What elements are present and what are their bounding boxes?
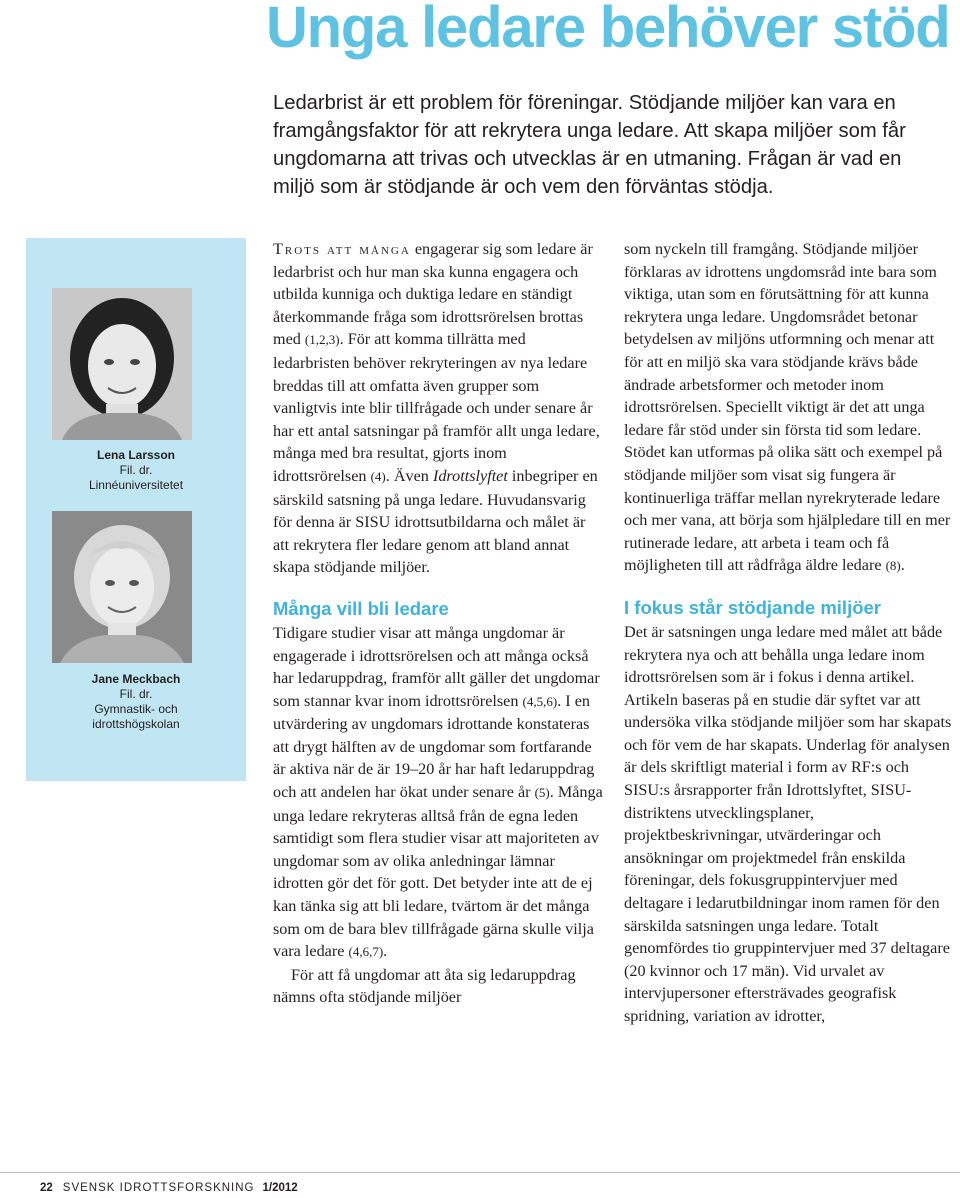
issue-number: 1/2012 — [262, 1182, 298, 1194]
author-sidebar — [26, 238, 246, 781]
body-column-2 — [624, 238, 954, 1028]
author-degree: Fil. dr. — [119, 463, 153, 477]
author-affiliation-line2: idrottshögskolan — [92, 717, 180, 731]
article-title: Unga ledare behöver stöd — [266, 0, 950, 60]
paragraph — [273, 622, 603, 964]
footer-divider — [0, 1172, 960, 1173]
author-name: Jane Meckbach — [91, 672, 181, 686]
reference: (4,5,6) — [522, 693, 558, 709]
text-run: . I en utvärdering av ungdomars idrottande konstateras att drygt hälften av de ungdomar som fortfarande är aktiva när de är 19–20 år har haft ledaruppdrag och att andelen har ökat under senare år — [273, 691, 595, 802]
body-column-1 — [273, 238, 603, 1009]
author-caption-jane — [26, 672, 246, 732]
section-heading: I fokus står stödjande miljöer — [624, 596, 882, 618]
article-lead: Ledarbrist är ett problem för föreningar. Stödjande miljöer kan vara en framgångsfaktor för att rekrytera unga ledare. Att skapa miljöer som får ungdomarna att trivas och utvecklas är en utmaning. Frågan är vad en miljö som är stödjande är och vem den förväntas stödja. — [273, 92, 906, 198]
page-footer — [40, 1182, 298, 1194]
reference: (5) — [534, 785, 550, 801]
paragraph: För att få ungdomar att åta sig ledaruppdrag nämns ofta stödjande miljöer — [273, 965, 576, 1007]
reference: (4,6,7) — [348, 944, 384, 960]
author-photo-jane — [52, 511, 192, 663]
drop-lead: Trots att många — [273, 240, 411, 258]
paragraph — [624, 238, 954, 578]
paragraph: Det är satsningen unga ledare med målet att både rekrytera nya och att behålla unga ledare inom idrottsrörelsen som är i fokus i denna artikel. Artikeln baseras på en studie där syftet var att undersöka vilka stödjande miljöer som har skapats och för vem de har skapats. Underlag för analysen är dels skriftligt material i form av RF:s och SISU:s årsrapporter från Idrottslyftet, SISU-distriktens utvecklingsplaner, projektbeskrivningar, utvärderingar och ansökningar om projektmedel från enskilda föreningar, dels fokusgruppintervjuer med deltagare i ledarutbildningar inom ramen för den särskilda satsningen unga ledare. Totalt genomfördes tio gruppintervjuer med 37 deltagare (20 kvinnor och 17 män). Vid urvalet av intervjupersoner eftersträvades geografisk spridning, variation av idrotter, — [624, 622, 952, 1025]
author-caption-lena — [26, 448, 246, 493]
italic-term: Idrottslyftet — [432, 466, 508, 485]
paragraph — [273, 238, 603, 579]
author-name: Lena Larsson — [96, 448, 176, 462]
section-heading: Många vill bli ledare — [273, 597, 449, 619]
text-run: engagerar sig som ledare är ledarbrist och hur man ska kunna engagera och utbilda kunniga och duktiga ledare en ständigt återkommande fråga som idrottsrörelsen brottas med — [273, 240, 593, 349]
author-degree: Fil. dr. — [119, 687, 153, 701]
text-run: som nyckeln till framgång. Stödjande miljöer förklaras av idrottens ungdomsråd inte bara som viktiga, utan som en förutsättning för att kunna rekrytera unga ledare. Ungdomsrådet betonar betydelsen av miljöns utformning och menar att för att en miljö ska vara stödjande krävs både ändrade arbetsformer och metoder inom idrottsrörelsen. Speciellt viktigt är det att unga ledare får stöd under sin första tid som ledare. Stödet kan utformas på olika sätt och exempel på stödjande miljöer som visat sig fungera är kontinuerliga träffar mellan nyrekryterade ledare och mer vana, att börja som hjälpledare till en mer rutinerade ledare, att arbeta i team och få möjligheten till att rådfråga äldre ledare — [624, 240, 951, 575]
reference: (4) — [370, 468, 386, 484]
text-run: . — [900, 556, 905, 575]
page-number: 22 — [40, 1182, 53, 1194]
journal-name: SVENSK IDROTTSFORSKNING — [62, 1182, 255, 1194]
text-run: . För att komma tillrätta med ledarbristen behöver rekryteringen av nya ledare breddas till att omfatta även grupper som vanligtvis inte blir tillfrågade och under senare år har ett antal satsningar på framför allt unga ledare, många med bra resultat, gjorts inom idrottsrörelsen — [273, 330, 600, 485]
text-run: . Även — [385, 466, 433, 485]
text-run: . — [383, 942, 388, 961]
author-affiliation: Linnéuniversitetet — [88, 478, 184, 492]
text-run: Tidigare studier visar att många ungdomar är engagerade i idrottsrörelsen och att många också har ledaruppdrag, framför allt gäller det ungdomar som stannar kvar inom idrottsrörelsen — [273, 623, 600, 710]
reference: (1,2,3) — [304, 332, 340, 348]
text-run: inbegriper en särskild satsning på unga ledare. Huvudansvarig för denna är SISU idrottsutbildarna och målet är att rekrytera fler ledare genom att bland annat skapa stödjande miljöer. — [273, 466, 598, 577]
text-run: . Många unga ledare rekryteras alltså från de egna leden samtidigt som flera studier visar att majoriteten av ungdomar som av olika anledningar lämnar idrotten gör det för gott. Det betyder inte att de ej kan tänka sig att bli ledare, tvärtom är det många som om de bara blev tillfrågade gärna skulle vilja vara ledare — [273, 783, 603, 961]
reference: (8) — [885, 558, 901, 574]
author-photo-lena — [52, 288, 192, 440]
author-affiliation: Gymnastik- och — [94, 702, 178, 716]
